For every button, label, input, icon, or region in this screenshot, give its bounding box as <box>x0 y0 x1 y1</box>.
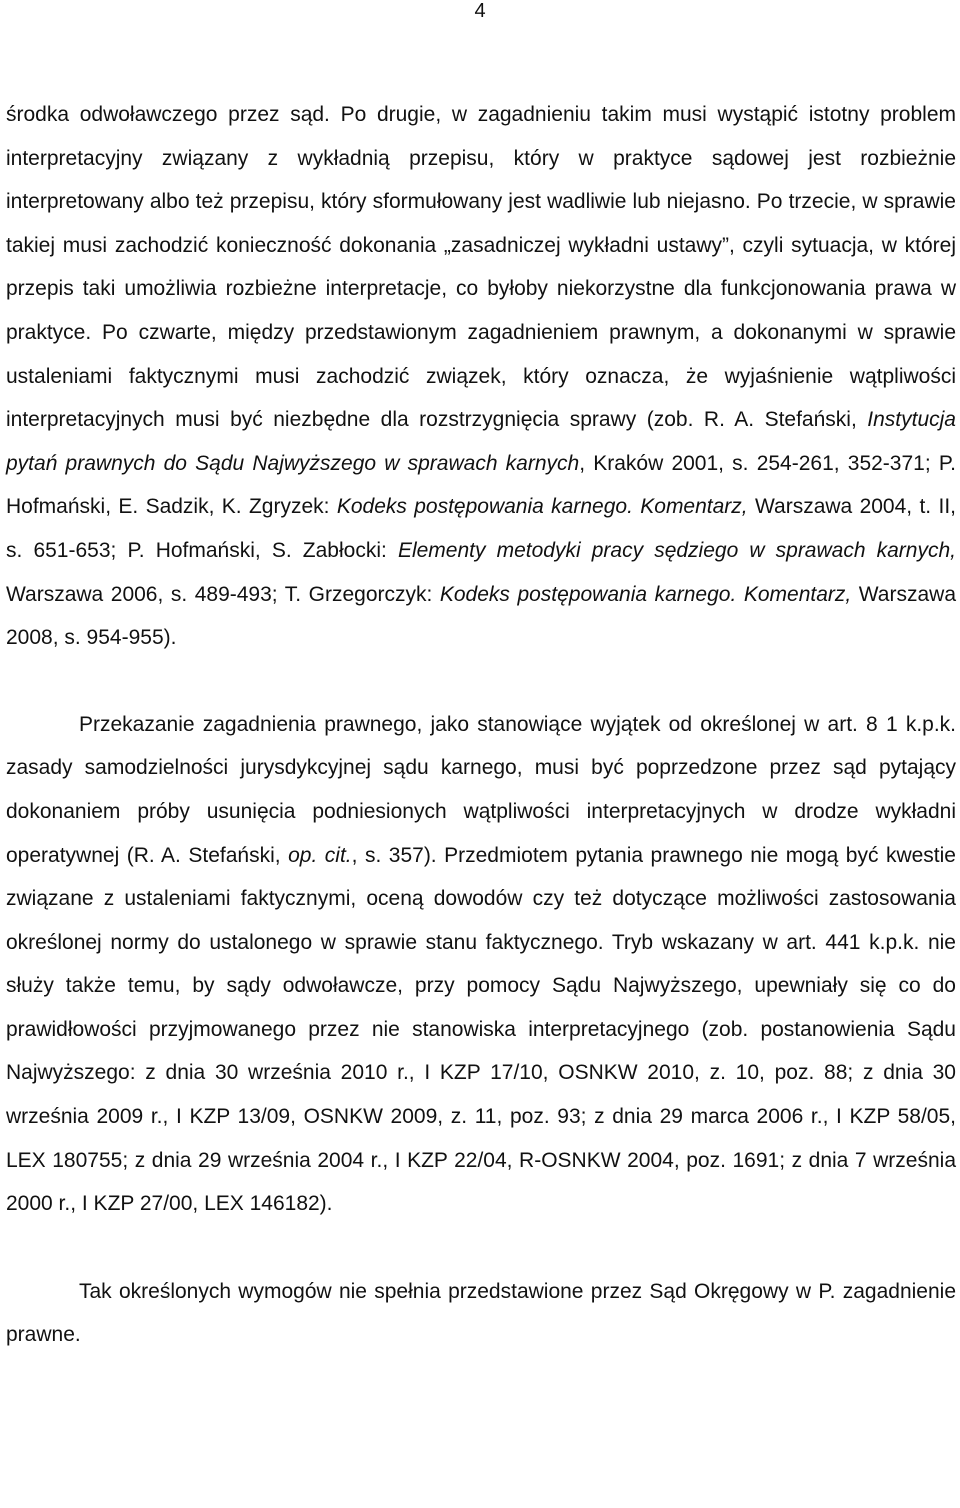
paragraph-criteria: środka odwoławczego przez sąd. Po drugie, w zagadnieniu takim musi wystąpić istotny problem interpretacyjny związany z wykładnią przepisu, który w praktyce sądowej jest rozbieżnie interpretowany albo też przepisu, który sformułowany jest wadliwie lub niejasno. Po trzecie, w sprawie takiej musi zachodzić konieczność dokonania „zasadniczej wykładni ustawy”, czyli sytuacja, w której przepis taki umożliwia rozbieżne interpretacje, co byłoby niekorzystne dla funkcjonowania prawa w praktyce. Po czwarte, między przedstawionym zagadnieniem prawnym, a dokonanymi w sprawie ustaleniami faktycznymi musi zachodzić związek, który oznacza, że wyjaśnienie wątpliwości interpretacyjnych musi być niezbędne dla rozstrzygnięcia sprawy (zob. R. A. Stefański, Instytucja pytań prawnych do Sądu Najwyższego w sprawach karnych, Kraków 2001, s. 254-261, 352-371; P. Hofmański, E. Sadzik, K. Zgryzek: Kodeks postępowania karnego. Komentarz, Warszawa 2004, t. II, s. 651-653; P. Hofmański, S. Zabłocki: Elementy metodyki pracy sędziego w sprawach karnych, Warszawa 2006, s. 489-493; T. Grzegorczyk: Kodeks postępowania karnego. Komentarz, Warszawa 2008, s. 954-955). <box>6 103 957 650</box>
paragraph-gap <box>6 660 956 703</box>
page-number: 4 <box>474 0 486 22</box>
document-body <box>6 93 956 1357</box>
paragraph-gap <box>6 1226 956 1270</box>
paragraph-referral: Przekazanie zagadnienia prawnego, jako stanowiące wyjątek od określonej w art. 8 1 k.p.k. zasady samodzielności jurysdykcyjnej sądu karnego, musi być poprzedzone przez sąd pytający dokonaniem próby usunięcia podniesionych wątpliwości interpretacyjnych w drodze wykładni operatywnej (R. A. Stefański, op. cit., s. 357). Przedmiotem pytania prawnego nie mogą być kwestie związane z ustaleniami faktycznymi, oceną dowodów czy też dotyczące możliwości zastosowania określonej normy do ustalonego w sprawie stanu faktycznego. Tryb wskazany w art. 441 k.p.k. nie służy także temu, by sądy odwoławcze, przy pomocy Sądu Najwyższego, upewniały się co do prawidłowości przyjmowanego przez nie stanowiska interpretacyjnego (zob. postanowienia Sądu Najwyższego: z dnia 30 września 2010 r., I KZP 17/10, OSNKW 2010, z. 10, poz. 88; z dnia 30 września 2009 r., I KZP 13/09, OSNKW 2009, z. 11, poz. 93; z dnia 29 marca 2006 r., I KZP 58/05, LEX 180755; z dnia 29 września 2004 r., I KZP 22/04, R-OSNKW 2004, poz. 1691; z dnia 7 września 2000 r., I KZP 27/00, LEX 146182). <box>6 712 956 1216</box>
paragraph-conclusion: Tak określonych wymogów nie spełnia przedstawione przez Sąd Okręgowy w P. zagadnienie prawne. <box>6 1279 956 1347</box>
